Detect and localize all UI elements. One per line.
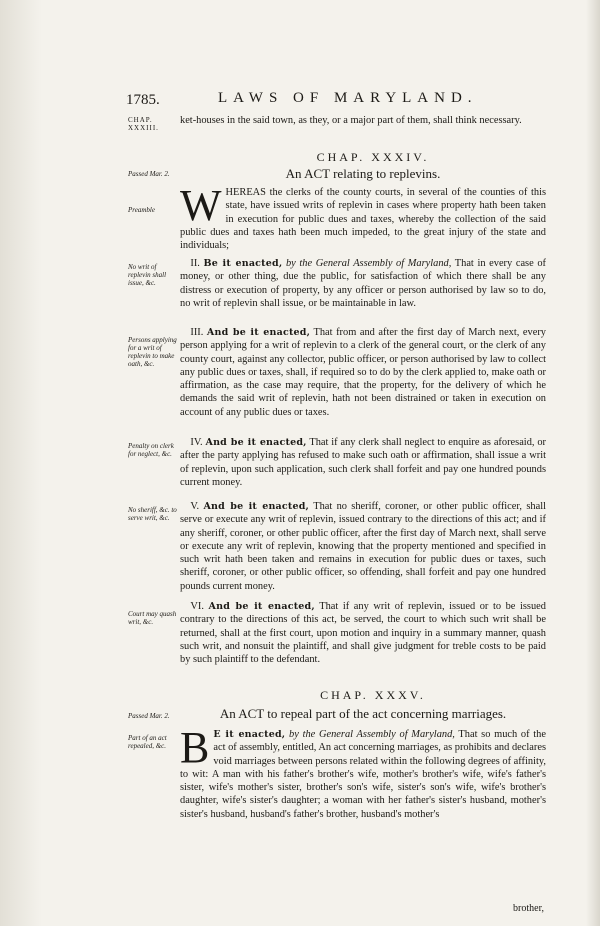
section-5-text: That no sheriff, coroner, or other public officer, shall serve or execute any writ of replevin, issued contrary to the directions of this act; and if any sheriff, coroner, or other public officer, after the first day of March next, shall serve or execute any writ of replevin, knowing that the property mentioned and specified in such writ hath been taken and remains in execution for public dues or taxes, such sheriff, coroner, or other public officer, so offending, shall forfeit and pay one hundred pounds current money. bbox=[180, 501, 546, 592]
margin-passed-35: Passed Mar. 2. bbox=[128, 712, 170, 720]
margin-preamble: Preamble bbox=[128, 206, 155, 214]
section-5-number: V. bbox=[190, 501, 200, 512]
page-edge-shadow bbox=[586, 0, 600, 926]
section-4-text: That if any clerk shall neglect to enquire as aforesaid, or after the party applying has refused to make such oath or affirmation, shall issue a writ of replevin, upon such application, such clerk shall forfeit and pay one hundred pounds current money. bbox=[180, 437, 547, 488]
margin-chap35-note: Part of an act repealed, &c. bbox=[128, 734, 167, 750]
section-2-text: That in every case of money, or other thing, due the public, for satisfaction of which there shall be any distress or execution of property, by any officer or person authorised by law so to do, no writ of replevin shall issue, or be maintainable in law. bbox=[180, 258, 546, 309]
section-5-formula: And be it enacted, bbox=[203, 501, 310, 512]
preamble bbox=[180, 181, 546, 252]
section-5 bbox=[180, 500, 546, 593]
chap35-text: That so much of the act of assembly, entitled, An act concerning marriages, as prohibits and declares void marriages between persons related within the following degrees of affinity, to wit: A man with his father's brother's wife, mother's brother's wife, wife's father's sister, wife's mother's sister, brother's son's wife, sister's son's wife, wife's brother's daughter, wife's sister's daughter; a woman with her father's sister's husband, mother's sister's husband, husband's father's brother, husband's mother's bbox=[180, 729, 546, 820]
section-6-number: VI. bbox=[190, 601, 204, 612]
section-4-formula: And be it enacted, bbox=[205, 437, 307, 448]
chap35-formula: E it enacted, bbox=[213, 729, 286, 740]
chap35-italic: by the General Assembly of Maryland, bbox=[289, 729, 455, 740]
chap34-heading: CHAP. XXXIV. bbox=[316, 150, 430, 164]
margin-passed-34: Passed Mar. 2. bbox=[128, 170, 170, 178]
section-2-number: II. bbox=[190, 258, 200, 269]
binding-shadow bbox=[0, 0, 42, 926]
margin-section-5: No sheriff, &c. to serve writ, &c. bbox=[128, 506, 177, 522]
section-6-text: That if any writ of replevin, issued or to be issued contrary to the directions of this act, be served, the court to which such writ shall be returned, shall at the first court, upon motion and inquiry in a summary manner, quash such writ, and nonsuit the plaintiff, and shall give judgment for treble costs to be paid by such plaintiff to the defendant. bbox=[180, 601, 546, 666]
section-3-formula: And be it enacted, bbox=[206, 327, 311, 338]
catchword: brother, bbox=[513, 903, 544, 914]
chap35-title: An ACT to repeal part of the act concerning marriages. bbox=[219, 706, 507, 721]
chap33-text: ket-houses in the said town, as they, or a major part of them, shall think necessary. bbox=[180, 115, 522, 126]
section-6-formula: And be it enacted, bbox=[208, 601, 315, 612]
section-6 bbox=[180, 600, 546, 666]
chap35-heading: CHAP. XXXV. bbox=[320, 688, 426, 702]
section-3-text: That from and after the first day of March next, every person applying for a writ of replevin to a clerk of the general court, or the clerk of any county court, against any collector, public officer, or person authorised by law to collect any public dues or taxes, shall, if required so to do by the clerk applied to, make oath or affirmation, as the case may require, that the property, for the delivery of which he demands the said writ of replevin, hath not been distrained or taken in execution on account of any public dues or taxes. bbox=[180, 327, 546, 418]
margin-section-3: Persons applying for a writ of replevin to make oath, &c. bbox=[128, 336, 177, 368]
section-2-formula: Be it enacted, bbox=[203, 258, 283, 269]
margin-chap-33: CHAP. XXXIII. bbox=[128, 116, 159, 132]
preamble-text: HEREAS the clerks of the county courts, in several of the counties of this state, have issued writs of replevin in cases where property hath been taken in execution for public dues and taxes, whereby the collection of the said public dues and taxes hath been much impeded, to the great injury of the state and individuals; bbox=[180, 187, 546, 252]
page-year: 1785. bbox=[126, 92, 160, 108]
margin-section-4: Penalty on clerk for neglect, &c. bbox=[128, 442, 174, 458]
section-2 bbox=[180, 257, 546, 310]
drop-initial-b: B bbox=[180, 723, 210, 772]
section-4-number: IV. bbox=[190, 437, 203, 448]
chap34-title: An ACT relating to replevins. bbox=[285, 166, 441, 181]
section-3-number: III. bbox=[190, 327, 204, 338]
chap35-body bbox=[180, 723, 546, 821]
section-4 bbox=[180, 436, 546, 489]
margin-section-6: Court may quash writ, &c. bbox=[128, 610, 177, 626]
section-3 bbox=[180, 326, 546, 419]
drop-initial-w: W bbox=[180, 181, 222, 230]
margin-section-2: No writ of replevin shall issue, &c. bbox=[128, 263, 167, 287]
section-2-italic: by the General Assembly of Maryland, bbox=[285, 258, 452, 269]
running-title: LAWS OF MARYLAND. bbox=[218, 90, 478, 106]
